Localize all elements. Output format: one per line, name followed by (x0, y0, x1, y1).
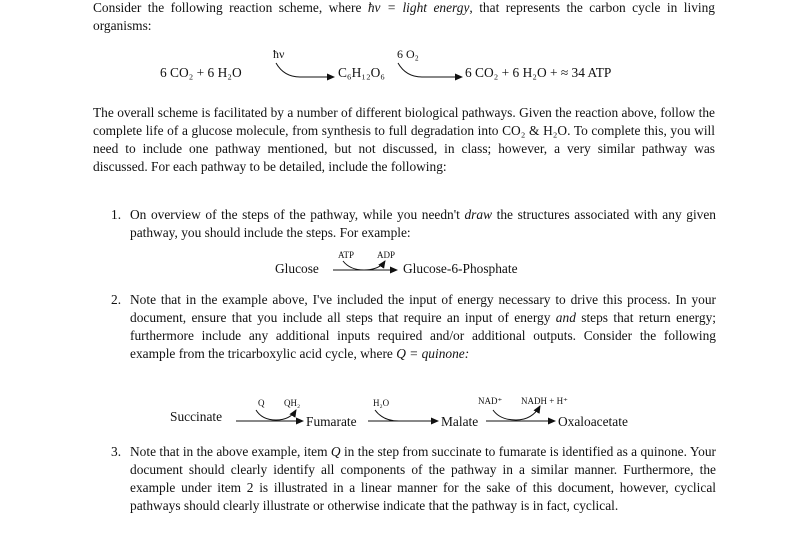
tca-arrow-fumarate-malate (368, 410, 438, 421)
list-item-1-text (130, 206, 716, 242)
intro-eq-lhs: ħν = (367, 0, 403, 15)
scheme-arrow-2 (398, 63, 462, 77)
scheme-products: 6 CO₂ + 6 H₂O + ≈ 34 ATP (465, 65, 612, 80)
glucose-arrow (333, 261, 397, 270)
tca-malate: Malate (441, 414, 479, 429)
scheme-glucose: C₆H₁₂O₆ (338, 65, 385, 80)
list-item-1 (111, 206, 716, 242)
tca-succinate: Succinate (170, 409, 223, 424)
list-item-2 (111, 291, 716, 363)
list-item-3-text-b: in the step from succinate to fumarate is identified as a quinone. Your document should clearly identify all components of the pathway in a similar manner. Furthermore, the example under item 2 is illustrated in a linear manner for the sake of this document, however, cyclical pathways should clearly illustrate or otherwise indicate that the pathway is in fact, cyclical. (130, 444, 716, 513)
tca-qh2-label: QH₂ (284, 398, 301, 408)
intro-eq-rhs: light energy (402, 0, 470, 15)
tca-water-label: H₂O (373, 398, 390, 408)
list-item-3-number: 3. (111, 444, 122, 459)
list-item-2-emphasis: and (555, 310, 576, 325)
glucose-substrate: Glucose (275, 261, 319, 276)
list-item-3 (111, 443, 716, 515)
list-item-1-number: 1. (111, 207, 122, 222)
tca-nadh-label: NADH + H⁺ (521, 396, 568, 406)
intro-tail: , that represents the carbon cycle in living organisms: (93, 0, 716, 33)
list-item-1-text-a: On overview of the steps of the pathway, while you needn't (130, 207, 465, 222)
list-item-2-text-b: steps that return energy; furthermore include any additional inputs required and/or additional outputs. Consider the following example from the tricarboxylic acid cycle, where (130, 310, 716, 361)
list-item-2-number: 2. (111, 292, 122, 307)
scheme-arrow2-label: 6 O₂ (397, 47, 419, 61)
tca-q-label: Q (258, 398, 265, 408)
list-item-1-emphasis: draw (464, 207, 493, 222)
tca-nad-label: NAD⁺ (478, 396, 503, 406)
tca-arrow-succinate-fumarate (236, 410, 303, 421)
list-item-2-text-a: Note that in the example above, I've included the input of energy necessary to drive this process. In your document, ensure that you include all steps that require an input of energy (130, 292, 716, 325)
scheme-reactants: 6 CO₂ + 6 H₂O (160, 65, 242, 80)
instructions-paragraph: The overall scheme is facilitated by a number of different biological pathways. Given the reaction above, follow the complete life of a glucose molecule, from synthesis to full degradation into CO₂ & H₂O. To complete this, you will need to include one pathway mentioned, but not discussed, in class; however, a very similar pathway was discussed. For each pathway to be detailed, include the following: (93, 105, 715, 174)
list-item-3-text (130, 443, 716, 515)
list-item-2-text (130, 291, 716, 363)
intro-lead: Consider the following reaction scheme, where (93, 0, 368, 15)
tca-arrow-malate-oxaloacetate (486, 406, 555, 421)
list-item-1-text-b: the structures associated with any given pathway, you should include the steps. For example: (130, 207, 716, 240)
tca-fumarate: Fumarate (306, 414, 357, 429)
scheme-arrow-1 (276, 63, 334, 77)
list-item-2-q-equation: Q = quinone: (396, 346, 470, 361)
glucose-input-label: ATP (338, 250, 355, 260)
glucose-product: Glucose-6-Phosphate (403, 261, 518, 276)
glucose-output-label: ADP (377, 250, 396, 260)
tca-oxaloacetate: Oxaloacetate (558, 414, 628, 429)
list-item-3-text-a: Note that in the above example, item (130, 444, 331, 459)
scheme-arrow1-label: ħν (273, 47, 285, 61)
list-item-3-q: Q (330, 444, 341, 459)
intro-paragraph (93, 0, 715, 35)
